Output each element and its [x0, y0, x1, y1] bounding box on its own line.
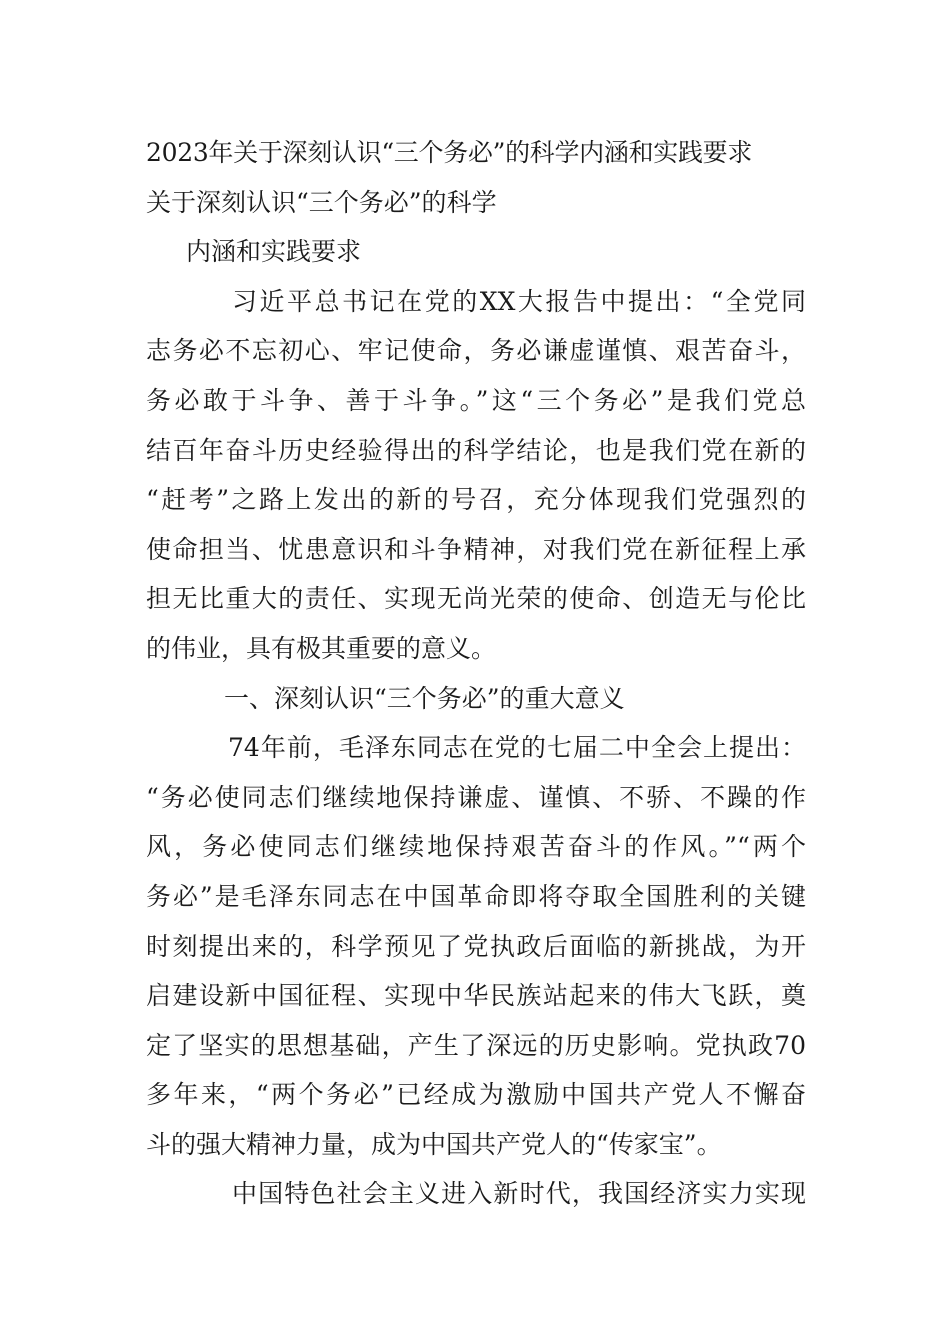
paragraph-line: 多年来，“两个务必”已经成为激励中国共产党人不懈奋: [146, 1080, 806, 1110]
paragraph-3: [146, 1169, 806, 1219]
paragraph-line: 定了坚实的思想基础，产生了深远的历史影响。党执政70: [146, 1030, 806, 1060]
paragraph-line: 务必敢于斗争、善于斗争。”这“三个务必”是我们党总: [146, 385, 806, 415]
document-title-line-2: 关于深刻认识“三个务必”的科学: [146, 187, 497, 217]
paragraph-line: 斗的强大精神力量，成为中国共产党人的“传家宝”。: [146, 1129, 722, 1159]
document-body: [146, 128, 806, 1219]
paragraph-line: 使命担当、忧患意识和斗争精神，对我们党在新征程上承: [146, 534, 806, 564]
paragraph-2: [146, 723, 806, 1169]
paragraph-line: 的伟业，具有极其重要的意义。: [146, 633, 497, 663]
section-heading-1: 一、深刻认识“三个务必”的重大意义: [224, 683, 625, 713]
paragraph-line: 习近平总书记在党的XX大报告中提出：“全党同: [232, 286, 806, 316]
paragraph-line: 担无比重大的责任、实现无尚光荣的使命、创造无与伦比: [146, 584, 806, 614]
paragraph-line: “赶考”之路上发出的新的号召，充分体现我们党强烈的: [146, 485, 806, 515]
paragraph-line: 务必”是毛泽东同志在中国革命即将夺取全国胜利的关键: [146, 881, 806, 911]
paragraph-1: [146, 277, 806, 674]
paragraph-line: 结百年奋斗历史经验得出的科学结论，也是我们党在新的: [146, 435, 806, 465]
paragraph-line: 74年前，毛泽东同志在党的七届二中全会上提出：: [228, 733, 806, 763]
document-subtitle: 内涵和实践要求: [186, 237, 362, 267]
paragraph-line: 时刻提出来的，科学预见了党执政后面临的新挑战，为开: [146, 931, 806, 961]
paragraph-line: 中国特色社会主义进入新时代，我国经济实力实现: [232, 1179, 806, 1209]
paragraph-line: 启建设新中国征程、实现中华民族站起来的伟大飞跃，奠: [146, 981, 806, 1011]
paragraph-line: “务必使同志们继续地保持谦虚、谨慎、不骄、不躁的作: [146, 782, 806, 812]
paragraph-line: 风，务必使同志们继续地保持艰苦奋斗的作风。”“两个: [146, 832, 806, 862]
paragraph-line: 志务必不忘初心、牢记使命，务必谦虚谨慎、艰苦奋斗，: [146, 336, 806, 366]
document-title-line-1: 2023年关于深刻认识“三个务必”的科学内涵和实践要求: [146, 138, 753, 167]
